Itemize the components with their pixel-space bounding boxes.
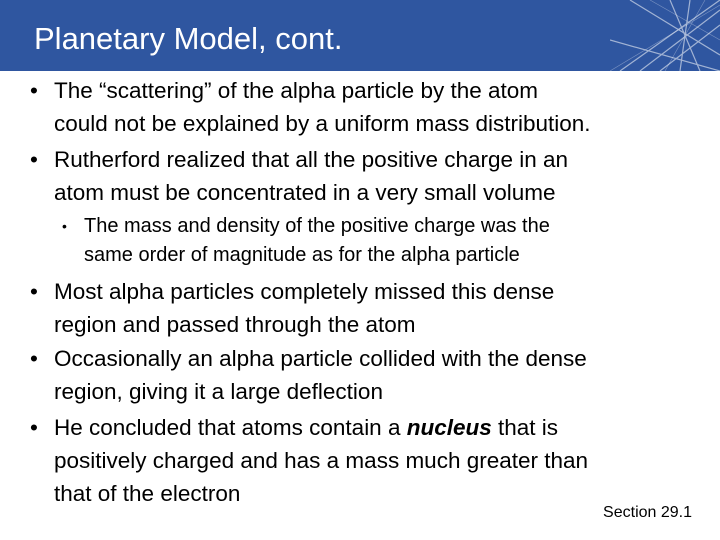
bullet-icon: •	[30, 415, 38, 440]
bullet-line: Occasionally an alpha particle collided with the dense	[54, 346, 587, 371]
bullet-line: The “scattering” of the alpha particle by the atom	[54, 78, 539, 103]
bullet-line: could not be explained by a uniform mass distribution.	[54, 111, 591, 136]
slide-title: Planetary Model, cont.	[34, 21, 343, 56]
bullet-text-segment: He concluded that atoms contain a	[54, 415, 407, 440]
bullet-icon: •	[30, 279, 38, 304]
bullet-text	[54, 74, 591, 140]
bullet-text	[54, 411, 588, 510]
nucleus-emphasis: nucleus	[406, 415, 492, 440]
bullet-line: that of the electron	[54, 481, 241, 506]
sub-bullet-line: The mass and density of the positive charge was the	[84, 215, 550, 237]
bullet-line: atom must be concentrated in a very small volume	[54, 180, 556, 205]
section-label: Section 29.1	[603, 504, 692, 521]
bullet-icon: •	[30, 78, 38, 103]
bullet-line: region and passed through the atom	[54, 312, 416, 337]
bullet-text	[54, 143, 568, 209]
bullet-icon: •	[30, 147, 38, 172]
bullet-line: region, giving it a large deflection	[54, 379, 383, 404]
bullet-line: Most alpha particles completely missed this dense	[54, 279, 555, 304]
sub-bullet-line: same order of magnitude as for the alpha particle	[84, 244, 520, 266]
bullet-text-segment: that is	[491, 415, 559, 440]
bullet-icon: •	[30, 346, 38, 371]
sub-bullet-icon: •	[62, 218, 67, 234]
bullet-text	[54, 275, 554, 341]
bullet-text	[54, 342, 587, 408]
bullet-line	[54, 411, 588, 444]
bullet-line: Rutherford realized that all the positive charge in an	[54, 147, 569, 172]
sub-bullet-text	[84, 212, 550, 270]
bullet-line: positively charged and has a mass much greater than	[54, 448, 589, 473]
